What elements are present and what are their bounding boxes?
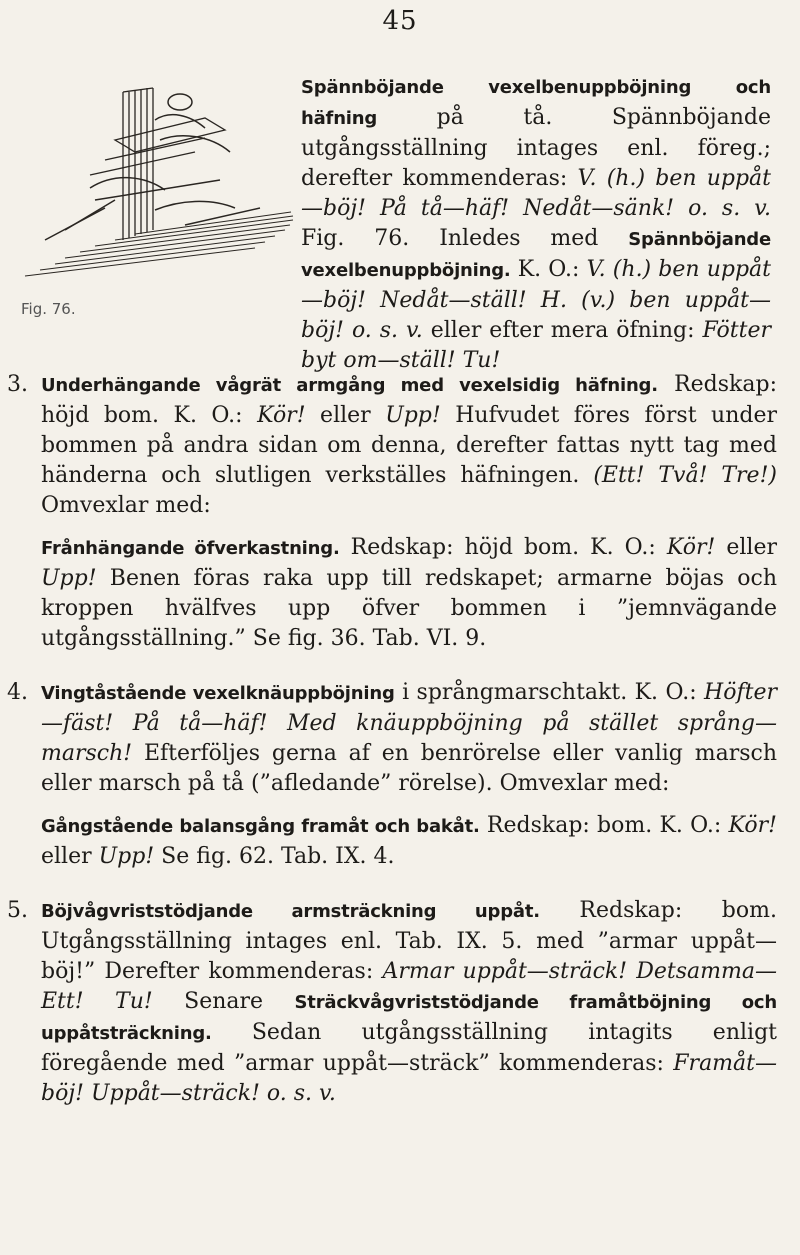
intro-text-4: eller efter mera öfning:	[422, 318, 703, 343]
intro-command-3: Fötter byt om—ställ! Tu!	[301, 318, 771, 373]
intro-heading: Spännböjande vexelbenuppböjning och häfning	[301, 77, 771, 129]
intro-paragraph	[301, 72, 771, 376]
item-text: Omvexlar med:	[41, 493, 211, 518]
item-heading-2: Sträckvågvriststödjande framåtböjning och uppåtsträckning.	[41, 992, 777, 1044]
sub-command: Kör!	[666, 535, 716, 560]
intro-command-1: V. (h.) ben uppåt—böj! På tå—häf! Nedåt—sänk! o. s. v.	[301, 166, 771, 221]
page-number: 45	[382, 6, 418, 36]
exercise-item	[7, 896, 777, 1109]
intro-text-1: på tå. Spännböjande utgångsställning intages enl. föreg.; derefter kommenderas:	[301, 105, 771, 191]
figure-76	[5, 80, 300, 316]
item-text: eller	[305, 403, 386, 428]
item-command: Upp!	[385, 403, 441, 428]
intro-heading-2: Spännböjande vexelbenuppböjning.	[301, 229, 771, 281]
exercise-list	[7, 370, 777, 1109]
item-text: Redskap: bom. Utgångsställning intages enl. Tab. IX. 5. med ”armar uppåt—böj!” Derefter kommenderas:	[41, 898, 777, 984]
item-number: 4.	[7, 680, 28, 705]
intro-command-2: V. (h.) ben uppåt—böj! Nedåt—ställ! H. (v.) ben uppåt—böj! o. s. v.	[301, 257, 772, 343]
floor-lines	[25, 212, 293, 276]
figure-caption: Fig. 76.	[21, 300, 76, 318]
item-text: Redskap: höjd bom. K. O.:	[41, 372, 777, 428]
sub-heading: Gångstående balansgång framåt och bakåt.	[41, 816, 480, 837]
sub-exercise	[41, 811, 777, 872]
item-command: Höfter—fäst! På tå—häf! Med knäuppböjning på stället språng—marsch!	[41, 680, 777, 766]
item-text: Senare	[152, 989, 295, 1014]
item-number: 5.	[7, 898, 28, 923]
exercise-item	[7, 370, 777, 654]
item-command: Armar uppåt—sträck! Detsamma—Ett! Tu!	[41, 959, 777, 1014]
sub-text: Se fig. 62. Tab. IX. 4.	[154, 844, 395, 869]
item-heading: Underhängande vågrät armgång med vexelsidig häfning.	[41, 375, 658, 396]
item-text: Hufvudet föres först under bommen på andra sidan om denna, derefter fattas nytt tag med händerna och slutligen verkställes häfningen.	[41, 403, 777, 488]
item-text: i språngmarschtakt. K. O.:	[394, 680, 705, 705]
item-command: (Ett! Två! Tre!)	[593, 463, 777, 488]
sub-text: Redskap: höjd bom. K. O.:	[339, 535, 667, 560]
item-heading: Vingtåstående vexelknäuppböjning	[41, 683, 395, 704]
sub-text: Benen föras raka upp till redskapet; armarne böjas och kroppen hvälfves upp öfver bommen i ”jemnvägande utgångsställning.” Se fig. 36. Tab. VI. 9.	[41, 566, 777, 651]
upper-frame	[90, 118, 225, 175]
exercise-item	[7, 678, 777, 872]
sub-command: Upp!	[98, 844, 155, 869]
item-number: 3.	[7, 372, 28, 397]
sub-heading: Frånhängande öfverkastning.	[41, 538, 340, 559]
figure-76-illustration	[5, 80, 300, 290]
sub-text: Redskap: bom. K. O.:	[479, 813, 729, 838]
item-command: Framåt—böj! Uppåt—sträck! o. s. v.	[41, 1051, 777, 1106]
sub-text: eller	[41, 844, 99, 869]
sub-command: Upp!	[41, 566, 97, 591]
sub-command: Kör!	[728, 813, 777, 838]
item-text: Sedan utgångsställning intagits enligt föregående med ”armar uppåt—sträck” kommenderas:	[41, 1020, 777, 1076]
sub-text: eller	[715, 535, 777, 560]
item-text: Efterföljes gerna af en benrörelse eller vanlig marsch eller marsch på tå (”afledande” rörelse). Omvexlar med:	[41, 741, 777, 796]
intro-text-2: Fig. 76. Inledes med	[301, 226, 629, 251]
sub-exercise	[41, 533, 777, 654]
item-heading: Böjvågvriststödjande armsträckning uppåt.	[41, 901, 540, 922]
item-command: Kör!	[257, 403, 306, 428]
intro-text-3: K. O.:	[510, 257, 587, 282]
